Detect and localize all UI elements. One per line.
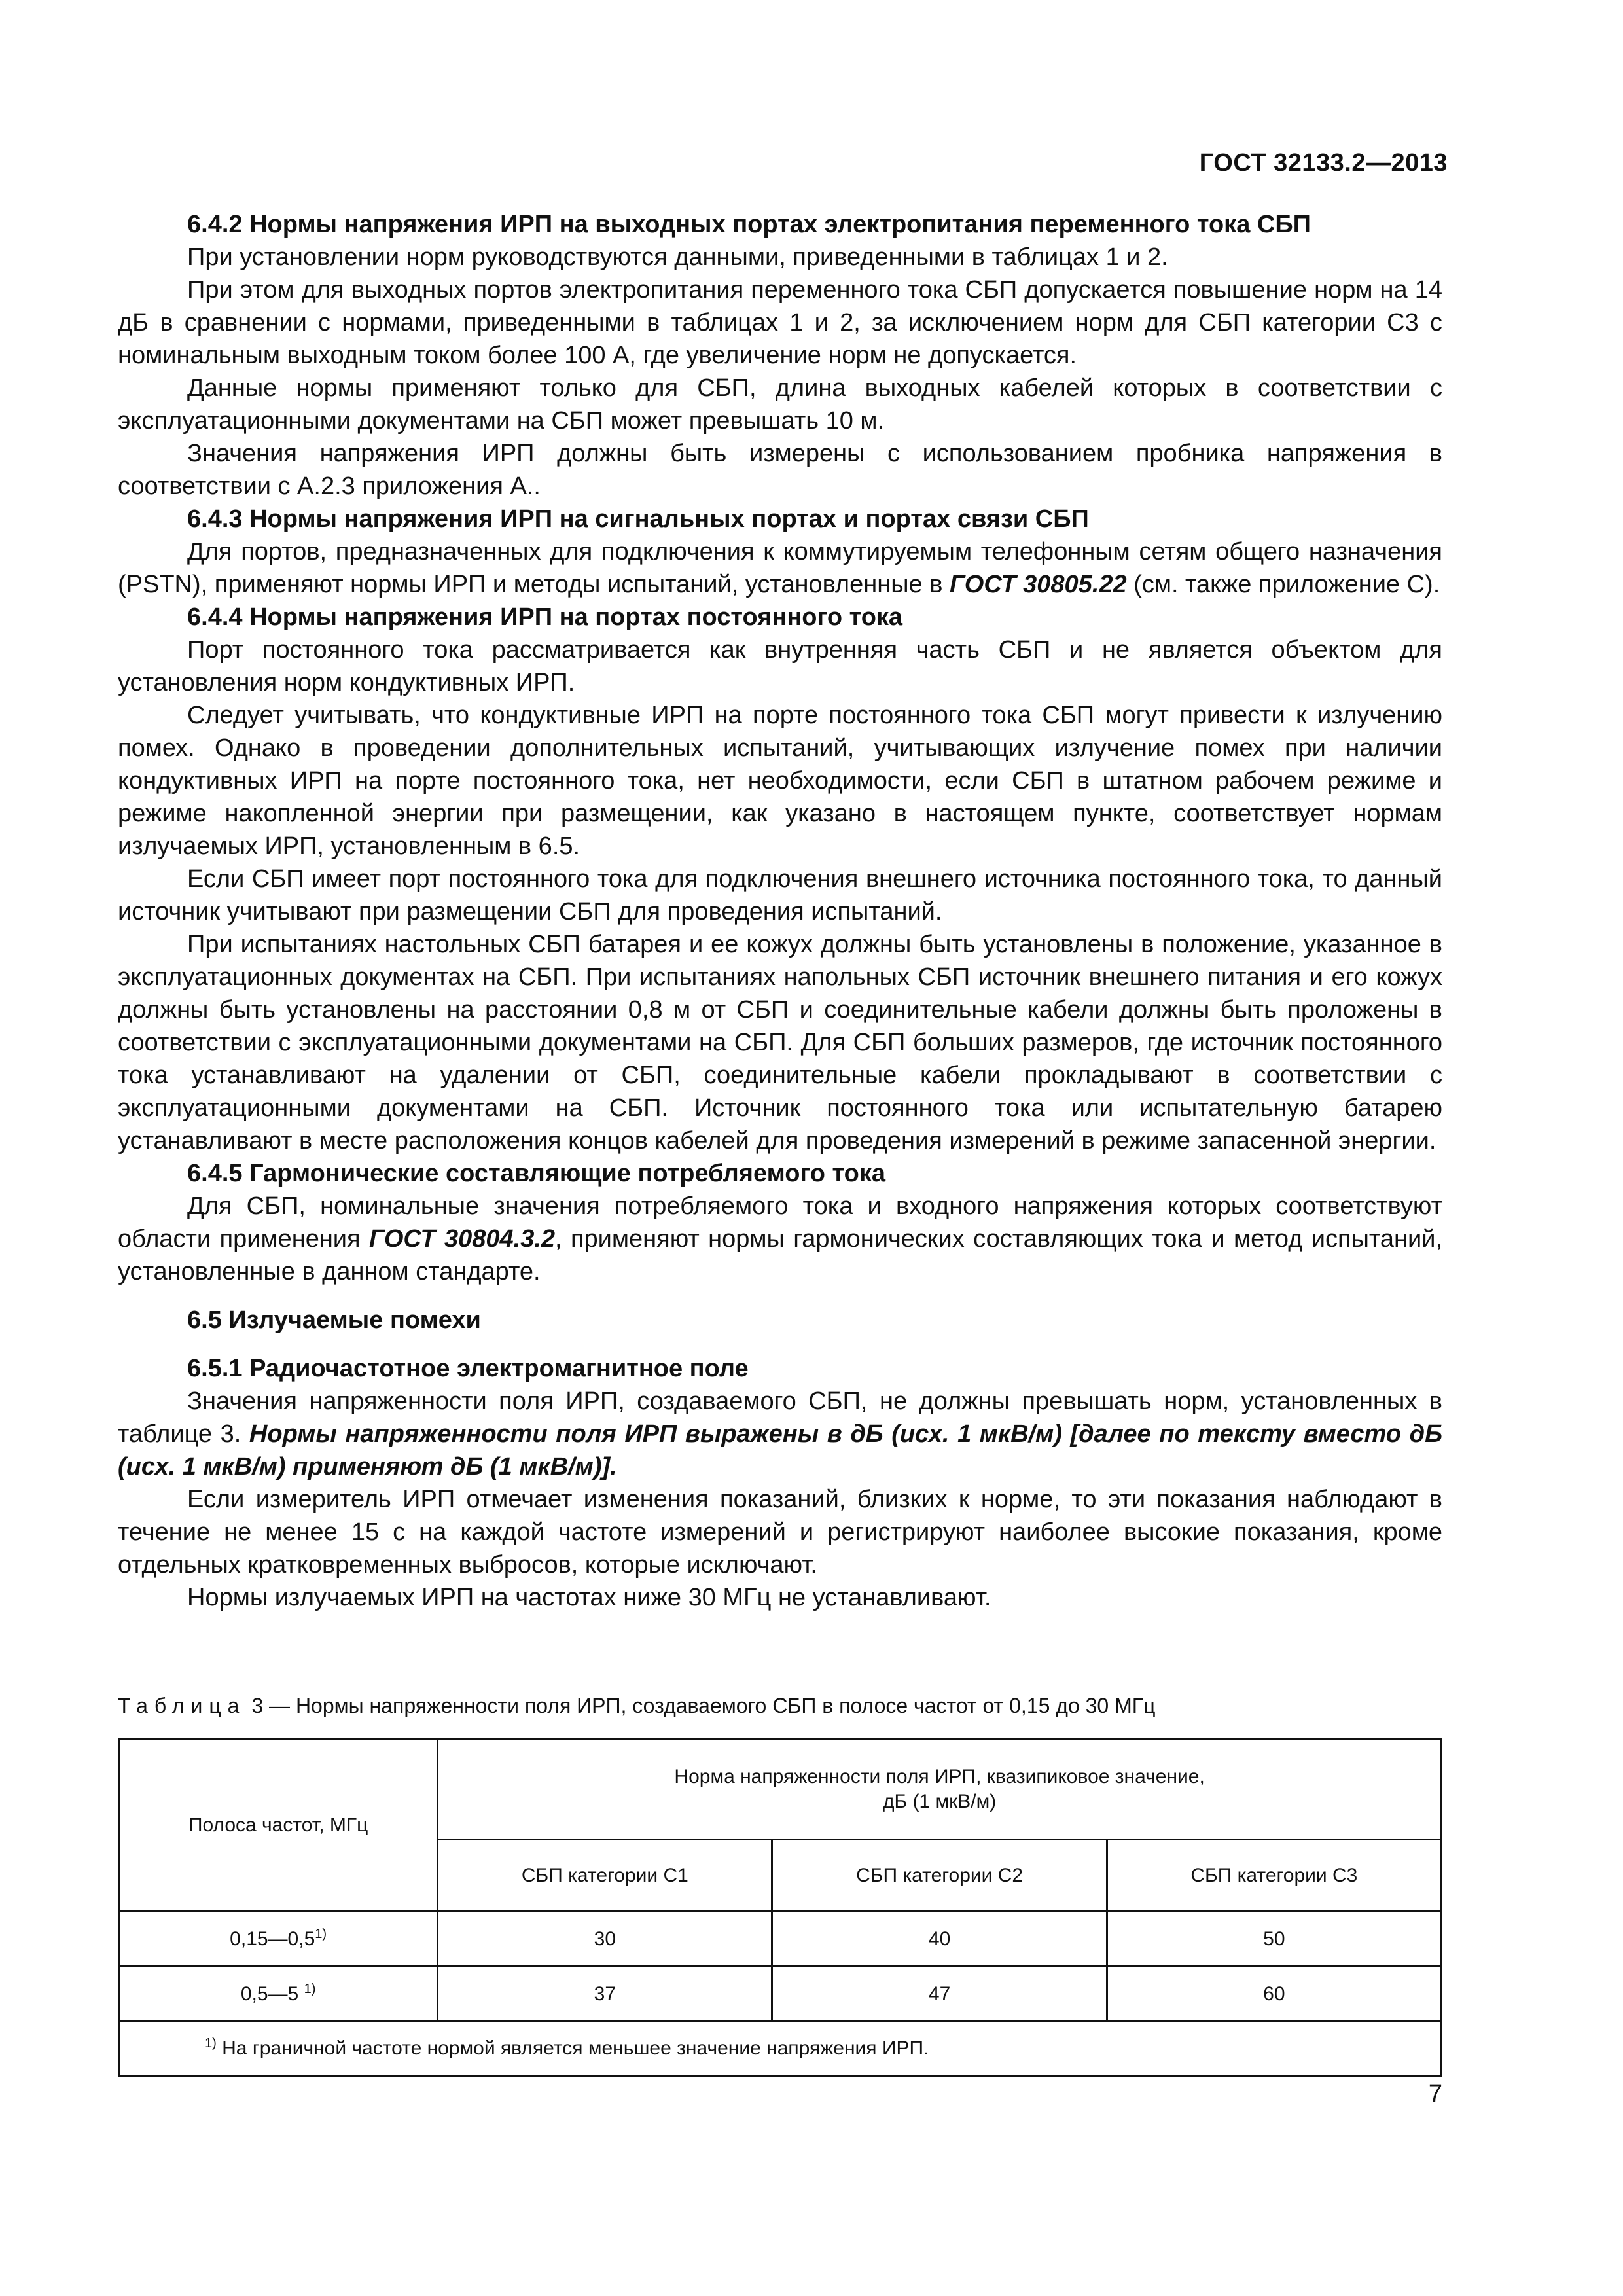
paragraph: Порт постоянного тока рассматривается как внутренняя часть СБП и не является объектом для установления норм кондуктивных ИРП. [118, 636, 1442, 696]
spacer [118, 1288, 1442, 1304]
section-heading-6-5: 6.5 Излучаемые помехи [187, 1306, 481, 1334]
section-heading-6-4-2: 6.4.2 Нормы напряжения ИРП на выходных портах электропитания переменного тока СБП [187, 211, 1311, 238]
section-heading-6-5-1: 6.5.1 Радиочастотное электромагнитное поле [187, 1355, 749, 1382]
column-header-c1: СБП категории С1 [438, 1840, 772, 1912]
footnote-ref: 1) [315, 1926, 327, 1941]
emphasized-text: Нормы напряженности поля ИРП выражены в дБ (исх. 1 мкВ/м) [далее по тексту вместо дБ (исх. 1 мкВ/м) применяют дБ (1 мкВ/м)]. [118, 1420, 1442, 1480]
standard-reference: ГОСТ 30804.3.2 [369, 1225, 556, 1253]
table-row [119, 1967, 1442, 2022]
text-run: , применяют нормы гармонических составляющих тока и метод испытаний, установленные в данном стандарте. [118, 1225, 1443, 1285]
text-run: Для СБП, номинальные значения потребляемого тока и входного напряжения которых соответствуют области применения [118, 1193, 1442, 1253]
text-run: (см. также приложение С). [1126, 571, 1440, 598]
paragraph: Значения напряжения ИРП должны быть измерены с использованием пробника напряжения в соответствии с А.2.3 приложения А.. [118, 440, 1442, 500]
paragraph: При испытаниях настольных СБП батарея и ее кожух должны быть установлены в положение, указанное в эксплуатационных документах на СБП. При испытаниях напольных СБП источник внешнего питания и его кожух должны быть установлены на расстоянии 0,8 м от СБП и соединительные кабели должны быть проложены в соответствии с эксплуатационными документами на СБП. Для СБП больших размеров, где источник постоянного тока устанавливают на удалении от СБП, соединительные кабели прокладывают в соответствии с эксплуатационными документами на СБП. Источник постоянного тока или испытательную батарею устанавливают в месте расположения концов кабелей для проведения измерений в режиме запасенной энергии. [118, 931, 1442, 1155]
paragraph: При установлении норм руководствуются данными, приведенными в таблицах 1 и 2. [187, 243, 1168, 271]
column-header-band: Полоса частот, МГц [119, 1740, 438, 1912]
document-id-header: ГОСТ 32133.2—2013 [1199, 149, 1448, 177]
table-label: Таблица [118, 1694, 246, 1717]
band-cell [119, 1967, 438, 2022]
table-footnote [119, 2022, 1442, 2076]
paragraph: Нормы излучаемых ИРП на частотах ниже 30 МГц не устанавливают. [187, 1584, 991, 1611]
footnote-text: На граничной частоте нормой является меньшее значение напряжения ИРП. [216, 2037, 929, 2059]
column-group-header [438, 1740, 1442, 1840]
emission-norms-table [118, 1738, 1442, 2077]
paragraph: Если измеритель ИРП отмечает изменения показаний, близких к норме, то эти показания наблюдают в течение не менее 15 с на каждой частоте измерений и регистрируют наиболее высокие показания, кроме отдельных кратковременных выбросов, которые исключают. [118, 1486, 1442, 1579]
table-caption [118, 1693, 1442, 1719]
section-heading-6-4-3: 6.4.3 Нормы напряжения ИРП на сигнальных портах и портах связи СБП [187, 505, 1089, 533]
page-number: 7 [1428, 2080, 1442, 2108]
section-heading-6-4-5: 6.4.5 Гармонические составляющие потребляемого тока [187, 1160, 885, 1187]
value-cell: 47 [772, 1967, 1107, 2022]
band-value: 0,15—0,5 [230, 1928, 315, 1950]
value-cell: 50 [1107, 1912, 1441, 1967]
section-heading-6-4-4: 6.4.4 Нормы напряжения ИРП на портах постоянного тока [187, 603, 903, 631]
footnote-mark: 1) [205, 2036, 217, 2051]
table-caption-text: 3 — Нормы напряженности поля ИРП, создаваемого СБП в полосе частот от 0,15 до 30 МГц [245, 1694, 1156, 1717]
paragraph: При этом для выходных портов электропитания переменного тока СБП допускается повышение норм на 14 дБ в сравнении с нормами, приведенными в таблицах 1 и 2, за исключением норм для СБП категории С3 с номинальным выходным током более 100 А, где увеличение норм не допускается. [118, 276, 1442, 369]
column-header-c3: СБП категории С3 [1107, 1840, 1441, 1912]
paragraph: Следует учитывать, что кондуктивные ИРП на порте постоянного тока СБП могут привести к излучению помех. Однако в проведении дополнительных испытаний, учитывающих излучение помех при наличии кондуктивных ИРП на порте постоянного тока, нет необходимости, если СБП в штатном рабочем режиме и режиме накопленной энергии при размещении, как указано в настоящем пункте, соответствует нормам излучаемых ИРП, установленным в 6.5. [118, 702, 1442, 860]
text-run: Для портов, предназначенных для подключения к коммутируемым телефонным сетям общего назначения (PSTN), применяют нормы ИРП и методы испытаний, установленные в [118, 538, 1442, 598]
paragraph [118, 535, 1442, 601]
band-cell [119, 1912, 438, 1967]
value-cell: 37 [438, 1967, 772, 2022]
paragraph [118, 1190, 1442, 1288]
value-cell: 60 [1107, 1967, 1441, 2022]
footnote-ref: 1) [304, 1981, 316, 1996]
value-cell: 40 [772, 1912, 1107, 1967]
document-body [118, 208, 1442, 1614]
paragraph: Если СБП имеет порт постоянного тока для подключения внешнего источника постоянного тока, то данный источник учитывают при размещении СБП для проведения испытаний. [118, 865, 1442, 925]
table-row [119, 1912, 1442, 1967]
paragraph [118, 1385, 1442, 1483]
group-header-line-1: Норма напряженности поля ИРП, квазипиковое значение, [674, 1766, 1205, 1787]
column-header-c2: СБП категории С2 [772, 1840, 1107, 1912]
standard-reference: ГОСТ 30805.22 [949, 571, 1127, 598]
text-run: Значения напряженности поля ИРП, создаваемого СБП, не должны превышать норм, установленных в таблице 3. [118, 1388, 1442, 1448]
band-value: 0,5—5 [240, 1982, 304, 2005]
spacer [118, 1336, 1442, 1352]
group-header-line-2: дБ (1 мкВ/м) [882, 1791, 997, 1812]
paragraph: Данные нормы применяют только для СБП, длина выходных кабелей которых в соответствии с эксплуатационными документами на СБП может превышать 10 м. [118, 374, 1442, 435]
value-cell: 30 [438, 1912, 772, 1967]
